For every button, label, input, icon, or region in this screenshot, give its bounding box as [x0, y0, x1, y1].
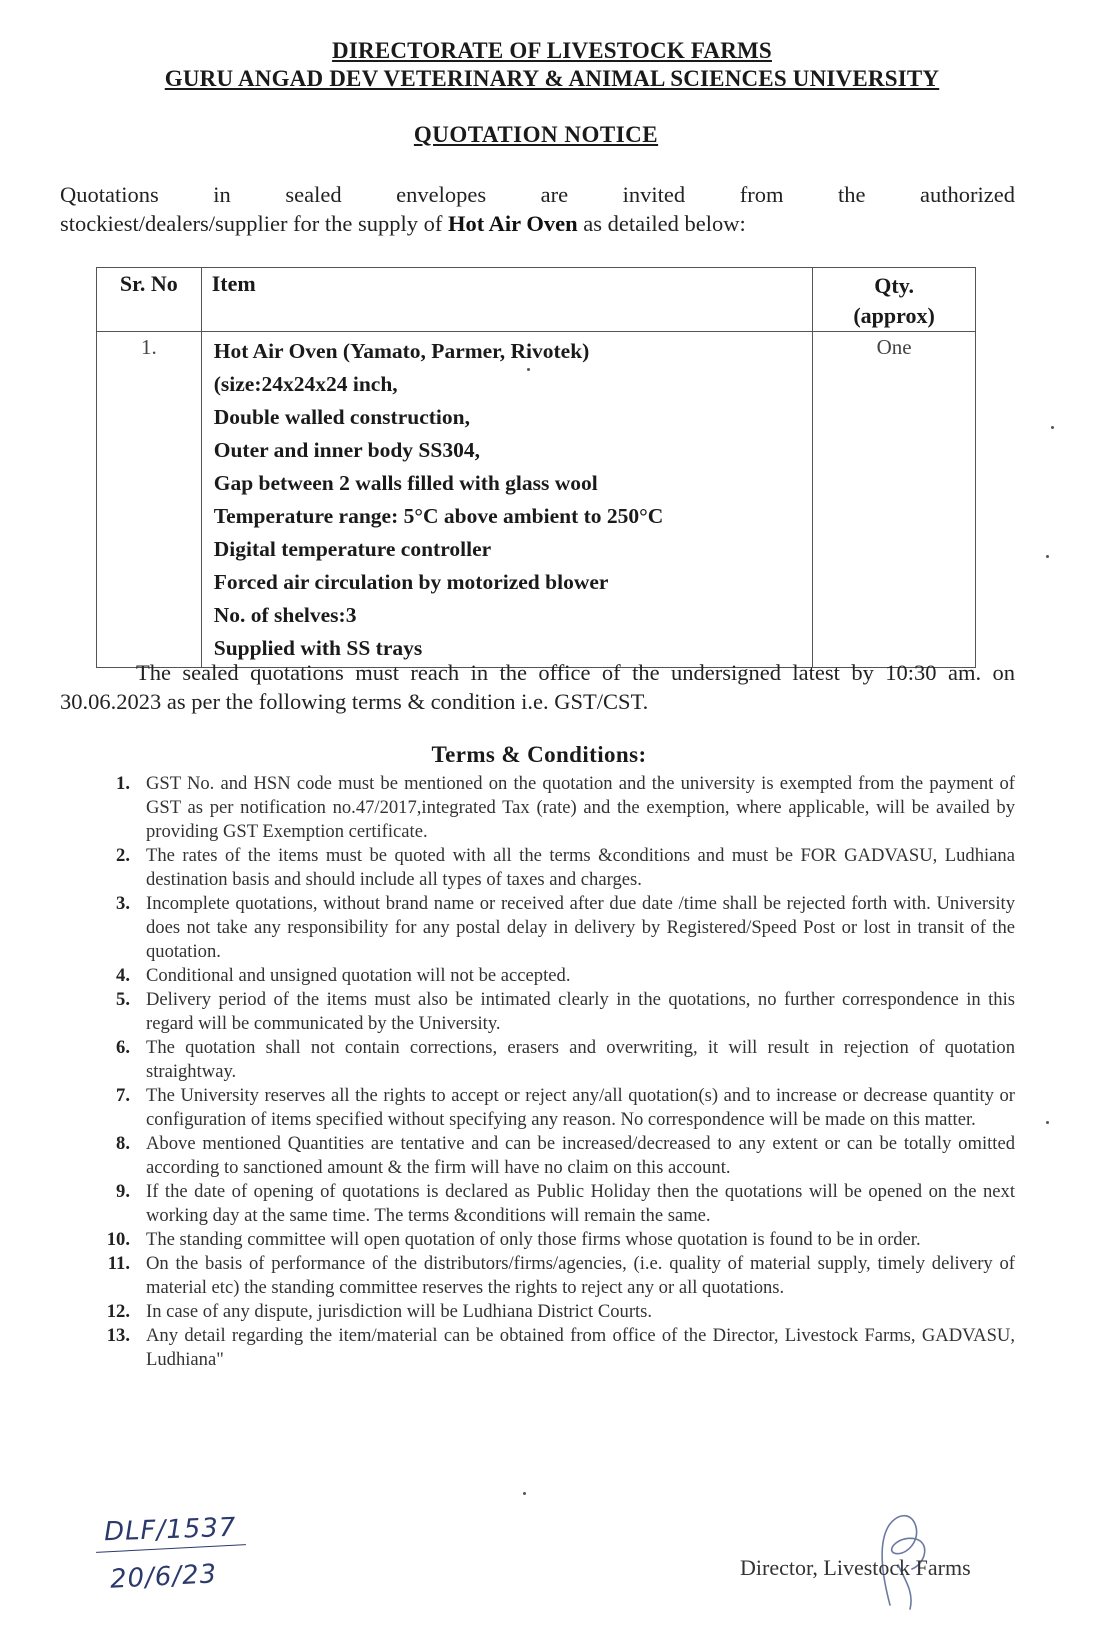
term-number: 3.	[116, 893, 130, 914]
term-number: 2.	[116, 845, 130, 866]
term-number: 13.	[106, 1325, 130, 1346]
spec-line: Double walled construction,	[213, 405, 470, 429]
notice-title: QUOTATION NOTICE	[413, 122, 659, 147]
spec-line: (size:24x24x24 inch,	[213, 372, 398, 396]
header-qty-line1: Qty.	[874, 273, 914, 298]
term-number: 6.	[116, 1037, 130, 1058]
list-item	[100, 1324, 1015, 1372]
intro-paragraph	[60, 180, 1015, 238]
intro-line-2	[60, 209, 1015, 238]
list-item	[100, 1228, 1015, 1252]
term-text: Delivery period of the items must also be intimated clearly in the quotations, no further correspondence in this regard will be communicated by the University.	[146, 989, 1015, 1034]
header-qty-line2: (approx)	[853, 303, 935, 328]
spec-line: Temperature range: 5°C above ambient to 250°C	[213, 504, 664, 528]
term-text: If the date of opening of quotations is declared as Public Holiday then the quotations will be opened on the next working day at the same time. The terms &conditions will remain the same.	[146, 1181, 1015, 1226]
header-item: Item	[201, 268, 813, 332]
list-item	[100, 892, 1015, 964]
items-table	[96, 267, 976, 668]
term-text: The quotation shall not contain corrections, erasers and overwriting, it will result in rejection of quotation straightway.	[146, 1037, 1015, 1082]
deadline-line-2: 30.06.2023 as per the following terms & condition i.e. GST/CST.	[60, 689, 649, 714]
handwritten-reference: DLF/1537	[103, 1512, 237, 1548]
intro-line-2-suffix: as detailed below:	[583, 211, 746, 236]
term-number: 1.	[116, 773, 130, 794]
scan-speck	[523, 1492, 526, 1495]
term-number: 9.	[116, 1181, 130, 1202]
list-item	[100, 1180, 1015, 1228]
list-item	[100, 844, 1015, 892]
spec-line: No. of shelves:3	[213, 603, 357, 627]
term-number: 11.	[107, 1253, 130, 1274]
term-text: Above mentioned Quantities are tentative and can be increased/decreased to any extent or can be totally omitted according to sanctioned amount & the firm will have no claim on this account.	[146, 1133, 1015, 1178]
list-item	[100, 1300, 1015, 1324]
term-number: 4.	[116, 965, 130, 986]
row-sr-no: 1.	[97, 332, 202, 668]
scan-speck	[1051, 426, 1054, 429]
term-number: 5.	[116, 989, 130, 1010]
term-text: The rates of the items must be quoted with all the terms &conditions and must be FOR GADVASU, Ludhiana destination basis and should include all types of taxes and charges.	[146, 845, 1015, 890]
term-text: Any detail regarding the item/material can be obtained from office of the Director, Livestock Farms, GADVASU, Ludhiana"	[146, 1325, 1015, 1370]
term-number: 10.	[106, 1229, 130, 1250]
term-text: GST No. and HSN code must be mentioned on the quotation and the university is exempted from the payment of GST as per notification no.47/2017,integrated Tax (rate) and the exemption, where applicable, will be availed by providing GST Exemption certificate.	[146, 773, 1015, 842]
term-text: In case of any dispute, jurisdiction will be Ludhiana District Courts.	[146, 1301, 653, 1322]
term-number: 12.	[106, 1301, 130, 1322]
term-number: 7.	[116, 1085, 130, 1106]
list-item	[100, 1132, 1015, 1180]
handwritten-date: 20/6/23	[109, 1559, 218, 1595]
spec-line: Gap between 2 walls filled with glass wool	[213, 471, 598, 495]
term-text: Incomplete quotations, without brand name or received after due date /time shall be rejected forth with. University does not take any responsibility for any postal delay in delivery by Registered/Speed Post or lost in transit of the quotation.	[146, 893, 1015, 962]
header-university: GURU ANGAD DEV VETERINARY & ANIMAL SCIENCES UNIVERSITY	[164, 66, 940, 91]
term-text: Conditional and unsigned quotation will not be accepted.	[146, 965, 571, 986]
intro-item-name: Hot Air Oven	[448, 211, 578, 236]
row-item-specs	[201, 332, 813, 668]
header-sr-no: Sr. No	[97, 268, 202, 332]
spec-line: Digital temperature controller	[213, 537, 492, 561]
table-row	[97, 332, 976, 668]
scan-speck	[1046, 1121, 1049, 1124]
list-item	[100, 772, 1015, 844]
intro-line-2-prefix: stockiest/dealers/supplier for the supply of	[60, 211, 443, 236]
header-qty	[813, 268, 976, 332]
intro-line-1: Quotations in sealed envelopes are invited from the authorized	[60, 182, 1015, 207]
spec-line: Supplied with SS trays	[213, 636, 423, 660]
list-item	[100, 1252, 1015, 1300]
header-directorate: DIRECTORATE OF LIVESTOCK FARMS	[332, 38, 772, 63]
spec-line: Forced air circulation by motorized blower	[213, 570, 609, 594]
term-text: The standing committee will open quotation of only those firms whose quotation is found to be in order.	[146, 1229, 921, 1250]
list-item	[100, 1036, 1015, 1084]
list-item	[100, 964, 1015, 988]
scan-speck	[1046, 555, 1049, 558]
row-qty: One	[813, 332, 976, 668]
terms-list	[100, 772, 1015, 1372]
signature-designation: Director, Livestock Farms	[740, 1555, 971, 1580]
scan-speck	[527, 368, 530, 371]
term-text: The University reserves all the rights to accept or reject any/all quotation(s) and to increase or decrease quantity or configuration of items specified without specifying any reason. No correspondence will be made on this matter.	[146, 1085, 1015, 1130]
list-item	[100, 988, 1015, 1036]
term-text: On the basis of performance of the distributors/firms/agencies, (i.e. quality of material supply, timely delivery of material etc) the standing committee reserves the rights to reject any or all quotations.	[146, 1253, 1015, 1298]
terms-title: Terms & Conditions:	[431, 742, 647, 767]
spec-line: Hot Air Oven (Yamato, Parmer, Rivotek)	[213, 339, 590, 363]
spec-line: Outer and inner body SS304,	[213, 438, 480, 462]
deadline-line-1: The sealed quotations must reach in the office of the undersigned latest by 10:30 am. on	[136, 660, 1015, 685]
term-number: 8.	[116, 1133, 130, 1154]
items-table-header-row	[97, 268, 976, 332]
list-item	[100, 1084, 1015, 1132]
deadline-paragraph	[60, 658, 1015, 716]
